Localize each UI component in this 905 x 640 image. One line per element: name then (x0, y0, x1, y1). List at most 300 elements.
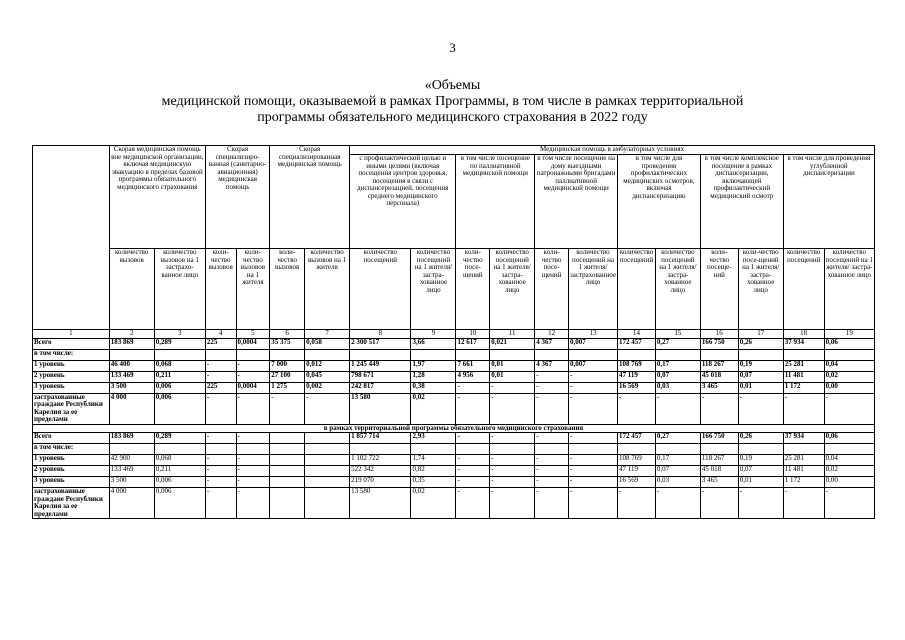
table-cell: 4 000 (109, 393, 154, 424)
col-header-18: количество посещений (783, 249, 824, 330)
column-number-cell: 19 (824, 330, 874, 339)
table-cell: 522 342 (350, 466, 411, 477)
table-cell (456, 444, 490, 455)
table-cell: 1,28 (411, 371, 456, 382)
table-cell: - (305, 393, 350, 424)
table-cell: 47 119 (618, 466, 656, 477)
table-cell: 7 000 (270, 360, 305, 371)
table-cell: 118 267 (700, 360, 738, 371)
table-cell: 0,17 (655, 360, 700, 371)
table-cell: 166 750 (700, 338, 738, 349)
table-cell: 27 100 (270, 371, 305, 382)
table-cell: 46 400 (109, 360, 154, 371)
table-cell: - (700, 393, 738, 424)
table-row (33, 360, 875, 371)
table-cell: 166 750 (700, 433, 738, 444)
table-cell: 0,27 (655, 338, 700, 349)
col-header-3: количество вызовов на 1 застрахо-ванное лицо (154, 249, 205, 330)
col-header-17: коли-чество посе-щений на 1 жителя/ застра-хованное лицо (738, 249, 783, 330)
title-line-2: медицинской помощи, оказываемой в рамках Программы, в том числе в рамках территориальной (161, 94, 744, 109)
table-cell: - (456, 488, 490, 519)
column-number-cell: 4 (205, 330, 236, 339)
table-row (33, 466, 875, 477)
table-cell: - (568, 455, 617, 466)
table-cell: - (655, 488, 700, 519)
table-cell: 0,06 (824, 433, 874, 444)
table-cell: 183 869 (109, 338, 154, 349)
table-cell: 7 661 (456, 360, 490, 371)
table-cell (205, 349, 236, 360)
table-cell: - (236, 488, 270, 519)
table-cell: 133 469 (109, 466, 154, 477)
table-cell (270, 477, 305, 488)
document-title (40, 78, 865, 126)
table-cell: - (535, 393, 569, 424)
table-cell: 2 300 517 (350, 338, 411, 349)
table-cell: - (618, 488, 656, 519)
table-cell (350, 444, 411, 455)
table-cell (783, 444, 824, 455)
table-cell: 0,0004 (236, 382, 270, 393)
column-number-cell: 9 (411, 330, 456, 339)
table-cell: - (535, 455, 569, 466)
corner-cell (33, 146, 110, 330)
table-cell: 0,01 (738, 477, 783, 488)
table-cell: 0,07 (738, 466, 783, 477)
table-cell: 0,007 (568, 360, 617, 371)
table-cell: - (490, 382, 535, 393)
table-cell: - (205, 360, 236, 371)
row-label: застрахованные граждане Республики Карелия за ее пределами (33, 393, 110, 424)
table-cell (305, 466, 350, 477)
table-cell: 3 465 (700, 477, 738, 488)
table-cell: - (535, 382, 569, 393)
row-label: 1 уровень (33, 360, 110, 371)
volumes-table (32, 145, 875, 519)
table-cell: - (205, 466, 236, 477)
table-cell: 3,66 (411, 338, 456, 349)
table-cell: - (490, 433, 535, 444)
header-prophylactic: с профилактической целью и иными целями (включая посещения центров здоровья, посещения в связи с диспансеризацией, посещения среднего медицинского персонала) (350, 155, 456, 249)
table-cell: - (236, 433, 270, 444)
table-cell: 0,02 (411, 488, 456, 519)
table-cell: 0,04 (824, 360, 874, 371)
table-cell: - (236, 466, 270, 477)
table-cell: - (568, 382, 617, 393)
section-2-title: в рамках территориальной программы обязательного медицинского страхования (33, 424, 875, 433)
table-cell: 1 275 (270, 382, 305, 393)
col-header-5: коли-чество вызовов на 1 жителя (236, 249, 270, 330)
header-complex-visit: в том числе комплексное посещение в рамках диспансеризации, включающей профилактический медицинский осмотр (700, 155, 783, 249)
col-header-14: количество посещений (618, 249, 656, 330)
table-cell: - (738, 393, 783, 424)
table-cell (824, 444, 874, 455)
column-numbers-row (33, 330, 875, 339)
table-cell (270, 349, 305, 360)
table-cell: 4 367 (535, 338, 569, 349)
table-cell: 798 671 (350, 371, 411, 382)
table-cell: 118 267 (700, 455, 738, 466)
table-cell: - (535, 466, 569, 477)
column-number-cell: 5 (236, 330, 270, 339)
table-cell (305, 455, 350, 466)
table-cell (154, 444, 205, 455)
table-cell (456, 349, 490, 360)
table-cell: 0,17 (655, 455, 700, 466)
table-cell (205, 444, 236, 455)
column-number-cell: 15 (655, 330, 700, 339)
table-cell: - (205, 477, 236, 488)
table-cell (270, 488, 305, 519)
table-cell (305, 488, 350, 519)
table-cell: 37 934 (783, 433, 824, 444)
table-cell: 4 367 (535, 360, 569, 371)
table-cell: - (738, 488, 783, 519)
table-cell (618, 349, 656, 360)
col-header-8: количество посещений (350, 249, 411, 330)
table-cell: - (205, 393, 236, 424)
col-header-11: количество посещений на 1 жителя/ застра-хованное лицо (490, 249, 535, 330)
table-cell: - (490, 393, 535, 424)
column-number-cell: 8 (350, 330, 411, 339)
table-cell: - (456, 466, 490, 477)
table-row (33, 338, 875, 349)
table-cell: 0,06 (824, 338, 874, 349)
table-cell: 1,74 (411, 455, 456, 466)
page-number: 3 (449, 40, 456, 55)
column-number-cell: 10 (456, 330, 490, 339)
column-number-cell: 18 (783, 330, 824, 339)
table-cell: 0,07 (655, 466, 700, 477)
header-palliative: в том числе посещение по паллиативной медицинской помощи (456, 155, 535, 249)
table-row (33, 393, 875, 424)
table-row (33, 455, 875, 466)
table-cell: 225 (205, 338, 236, 349)
table-cell (270, 433, 305, 444)
table-cell: 0,0004 (236, 338, 270, 349)
table-cell: 0,00 (824, 382, 874, 393)
col-header-12: коли-чество посе-щений (535, 249, 569, 330)
title-line-1: «Объемы (424, 78, 481, 93)
table-cell: 4 956 (456, 371, 490, 382)
table-cell: - (205, 433, 236, 444)
table-cell (411, 444, 456, 455)
header-deep-exam: в том числе для проведения углубленной диспансеризации (783, 155, 874, 249)
table-cell: 25 281 (783, 455, 824, 466)
table-cell: 45 018 (700, 466, 738, 477)
table-cell: 1 857 714 (350, 433, 411, 444)
table-cell: 0,02 (411, 393, 456, 424)
table-cell: 1 172 (783, 477, 824, 488)
row-label: 2 уровень (33, 371, 110, 382)
table-cell: - (456, 433, 490, 444)
table-cell: - (824, 488, 874, 519)
table-cell: 242 817 (350, 382, 411, 393)
table-cell: - (236, 477, 270, 488)
table-cell (270, 455, 305, 466)
table-cell: 0,38 (411, 382, 456, 393)
table-cell (490, 349, 535, 360)
header-row-1 (33, 146, 875, 155)
table-cell: 16 569 (618, 477, 656, 488)
table-cell: - (535, 371, 569, 382)
table-cell: 0,82 (411, 466, 456, 477)
table-cell: - (205, 488, 236, 519)
table-cell: 0,02 (824, 466, 874, 477)
table-cell: 0,27 (655, 433, 700, 444)
table-cell (700, 349, 738, 360)
title-line-3: программы обязательного медицинского страхования в 2022 году (257, 110, 648, 125)
section-1-body (33, 338, 875, 424)
table-cell: 0,289 (154, 433, 205, 444)
table-cell: - (618, 393, 656, 424)
table-cell: - (568, 466, 617, 477)
table-cell: 0,01 (490, 371, 535, 382)
table-row (33, 349, 875, 360)
table-cell: - (490, 455, 535, 466)
table-cell: - (655, 393, 700, 424)
table-cell: 0,26 (738, 338, 783, 349)
table-cell: 0,006 (154, 393, 205, 424)
table-cell: - (783, 488, 824, 519)
table-cell: 11 481 (783, 466, 824, 477)
table-cell: 0,19 (738, 360, 783, 371)
section-2-title-row (33, 424, 875, 433)
column-number-cell: 13 (568, 330, 617, 339)
table-cell: - (205, 371, 236, 382)
table-cell: 0,068 (154, 360, 205, 371)
table-cell: - (568, 371, 617, 382)
table-cell: - (236, 360, 270, 371)
table-cell: 35 375 (270, 338, 305, 349)
table-cell: 0,006 (154, 477, 205, 488)
table-cell: 225 (205, 382, 236, 393)
table-cell: - (456, 477, 490, 488)
table-cell: 1 172 (783, 382, 824, 393)
table-cell: - (456, 393, 490, 424)
column-number-cell: 3 (154, 330, 205, 339)
table-cell: 0,068 (154, 455, 205, 466)
table-cell: - (205, 455, 236, 466)
table-cell: - (568, 477, 617, 488)
table-cell: 0,07 (738, 371, 783, 382)
table-row (33, 382, 875, 393)
table-cell (700, 444, 738, 455)
table-cell (490, 444, 535, 455)
table-cell (350, 349, 411, 360)
table-cell: 0,021 (490, 338, 535, 349)
table-cell: 1 102 722 (350, 455, 411, 466)
table-cell: 0,211 (154, 371, 205, 382)
table-cell: 11 481 (783, 371, 824, 382)
header-special-ambulance: Скорая специализированная медицинская помощь (270, 146, 350, 249)
col-header-16: коли-чество посеще-ний (700, 249, 738, 330)
table-row (33, 477, 875, 488)
header-medical-exams: в том числе для проведения профилактических медицинских осмотров, включая диспансеризацию (618, 155, 701, 249)
table-cell: 37 934 (783, 338, 824, 349)
table-cell: 47 119 (618, 371, 656, 382)
table-cell: 0,19 (738, 455, 783, 466)
table-row (33, 371, 875, 382)
col-header-19: количество посещений на 1 жителя/ застра-хованное лицо (824, 249, 874, 330)
table-cell: - (270, 393, 305, 424)
table-cell: 25 281 (783, 360, 824, 371)
table-cell: 0,006 (154, 488, 205, 519)
col-header-10: коли-чество посе-щений (456, 249, 490, 330)
table-row (33, 444, 875, 455)
column-number-cell: 6 (270, 330, 305, 339)
table-cell: 0,03 (655, 477, 700, 488)
table-cell (305, 433, 350, 444)
table-cell: 172 457 (618, 433, 656, 444)
table-row (33, 488, 875, 519)
header-air-ambulance: Скорая специализиро-ванная (санитарно-авиационная) медицинская помощь (205, 146, 269, 249)
table-cell: 0,03 (655, 382, 700, 393)
table-cell: 0,045 (305, 371, 350, 382)
table-cell: 42 900 (109, 455, 154, 466)
table-cell: - (236, 371, 270, 382)
section-2-body (33, 433, 875, 519)
table-cell: 219 070 (350, 477, 411, 488)
column-number-cell: 11 (490, 330, 535, 339)
table-cell (655, 444, 700, 455)
table-cell: 3 500 (109, 477, 154, 488)
table-cell: - (236, 393, 270, 424)
table-cell: 0,289 (154, 338, 205, 349)
col-header-6: коли-чество вызовов (270, 249, 305, 330)
table-cell: 0,007 (568, 338, 617, 349)
row-label: 3 уровень (33, 477, 110, 488)
col-header-4: коли-чество вызовов (205, 249, 236, 330)
column-number-cell: 12 (535, 330, 569, 339)
table-cell (236, 444, 270, 455)
row-label: Всего (33, 338, 110, 349)
table-cell (568, 444, 617, 455)
table-cell: - (824, 393, 874, 424)
header-outpatient: Медицинская помощь в амбулаторных условиях (350, 146, 875, 155)
table-cell (411, 349, 456, 360)
col-header-7: количество вызовов на 1 жителя (305, 249, 350, 330)
table-cell: - (456, 382, 490, 393)
table-cell: 3 465 (700, 382, 738, 393)
table-cell (305, 477, 350, 488)
table-cell: 1,97 (411, 360, 456, 371)
row-label: в том числе: (33, 349, 110, 360)
header-home-visits: в том числе посещение на дому выездными патронажными бригадами паллиативной медицинской помощи (535, 155, 618, 249)
table-cell (568, 349, 617, 360)
row-label: 2 уровень (33, 466, 110, 477)
table-cell: 183 869 (109, 433, 154, 444)
column-number-cell: 16 (700, 330, 738, 339)
table-cell: - (236, 455, 270, 466)
column-number-cell: 17 (738, 330, 783, 339)
table-cell: 172 457 (618, 338, 656, 349)
table-cell: - (568, 433, 617, 444)
table-cell (535, 349, 569, 360)
table-cell: 3 500 (109, 382, 154, 393)
table-cell: 133 469 (109, 371, 154, 382)
col-header-13: количество посещений на 1 жителя/ застрахованное лицо (568, 249, 617, 330)
table-cell (154, 349, 205, 360)
row-label: 3 уровень (33, 382, 110, 393)
column-number-cell: 14 (618, 330, 656, 339)
table-row (33, 433, 875, 444)
table-cell (305, 444, 350, 455)
column-number-cell: 2 (109, 330, 154, 339)
row-label: Всего (33, 433, 110, 444)
table-cell: 0,26 (738, 433, 783, 444)
table-cell: 0,35 (411, 477, 456, 488)
table-cell (618, 444, 656, 455)
table-cell: - (535, 488, 569, 519)
table-cell: 16 569 (618, 382, 656, 393)
row-label: в том числе: (33, 444, 110, 455)
table-cell (783, 349, 824, 360)
table-cell: 1 245 449 (350, 360, 411, 371)
col-header-15: количество посещений на 1 жителя/ застра-хованное лицо (655, 249, 700, 330)
table-cell (270, 466, 305, 477)
table-cell: 0,04 (824, 455, 874, 466)
table-cell: 0,058 (305, 338, 350, 349)
table-cell: - (535, 477, 569, 488)
table-cell: - (490, 466, 535, 477)
table-cell: 0,006 (154, 382, 205, 393)
header-row-3 (33, 249, 875, 330)
table-cell: 0,02 (824, 371, 874, 382)
table-cell: 13 580 (350, 488, 411, 519)
table-cell: 108 769 (618, 360, 656, 371)
table-cell: 0,00 (824, 477, 874, 488)
table-cell: 108 769 (618, 455, 656, 466)
table-cell: - (700, 488, 738, 519)
table-cell: - (456, 455, 490, 466)
table-cell: 0,211 (154, 466, 205, 477)
table-cell (655, 349, 700, 360)
row-label: застрахованные граждане Республики Карелия за ее пределами (33, 488, 110, 519)
table-cell: - (783, 393, 824, 424)
table-cell: 45 018 (700, 371, 738, 382)
table-cell: - (490, 488, 535, 519)
row-label: 1 уровень (33, 455, 110, 466)
table-cell (109, 349, 154, 360)
table-cell (305, 349, 350, 360)
table-cell: - (568, 393, 617, 424)
col-header-2: количество вызовов (109, 249, 154, 330)
table-cell: 0,01 (490, 360, 535, 371)
col-header-9: количество посещений на 1 жителя/ застра-хованное лицо (411, 249, 456, 330)
header-ambulance: Скорая медицинская помощь вне медицинской организации, включая медицинскую эвакуацию в пределах базовой программы обязательного медицинского страхования (109, 146, 205, 249)
table-cell: 0,07 (655, 371, 700, 382)
table-cell: 4 000 (109, 488, 154, 519)
table-cell: - (568, 488, 617, 519)
column-number-cell: 7 (305, 330, 350, 339)
table-cell (824, 349, 874, 360)
table-cell (535, 444, 569, 455)
table-cell: 0,01 (738, 382, 783, 393)
column-number-cell: 1 (33, 330, 110, 339)
table-cell (270, 444, 305, 455)
table-cell: 0,012 (305, 360, 350, 371)
table-cell: 0,002 (305, 382, 350, 393)
table-cell (109, 444, 154, 455)
table-cell: - (490, 477, 535, 488)
table-cell: 2,93 (411, 433, 456, 444)
table-cell (738, 444, 783, 455)
table-cell: 13 580 (350, 393, 411, 424)
table-cell (236, 349, 270, 360)
table-cell (738, 349, 783, 360)
table-cell: - (535, 433, 569, 444)
